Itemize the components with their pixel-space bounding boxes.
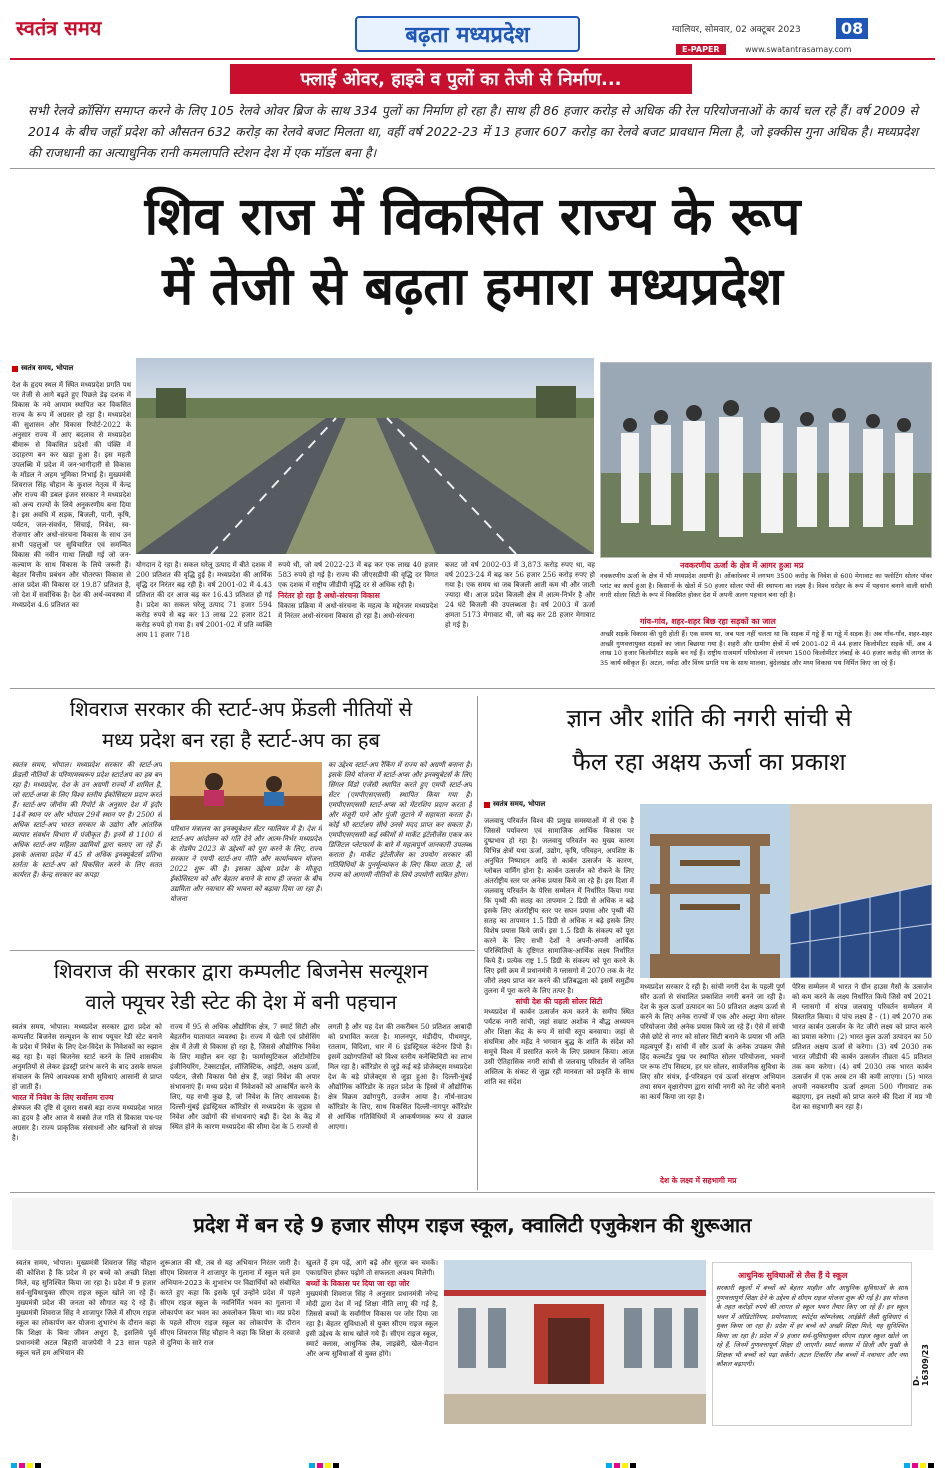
story3-col1: स्वतंत्र समय, भोपाल। मध्यप्रदेश सरकार द्वारा प्रदेश को कम्पलीट बिजनेस सल्यूशन के साथ फ्यूचर रेडी स्टेट बनाने के प्रदेश में निवेश के लिए देश-विदेश के निवेशकों का रुझान बढ़ रहा है। यहां बिजनेस स्टार्ट करने के लिये शासकीय अनुमतियों से लेकर इंडस्ट्री प्रारंभ करने के बाद उसके सफल संचालन के लिये आवश्यक सभी सुविधाएं आसानी से प्राप्त हो जाती हैं। भारत में निवेश के लिए सर्वोत्तम राज्य क्षेत्रफल की दृष्टि से दूसरा सबसे बड़ा राज्य मध्यप्रदेश भारत का हृदय है और आज ये सबसे तेज गति से विकास पथ-पर अग्रसर है। राज्य प्राकृतिक संसाधनों और खनिजों से संपन्न है। — [12, 1023, 162, 1142]
dateline: ग्वालियर, सोमवार, 02 अक्टूबर 2023 — [672, 25, 801, 35]
story3-headline: शिवराज की सरकार द्वारा कम्पलीट बिजनेस सल्यूशन वाले फ्यूचर रेडी स्टेट की देश में बनी पहचान — [53, 959, 429, 1014]
story4-headline: ज्ञान और शांति की नगरी सांची से फैल रहा अक्षय ऊर्जा का प्रकाश — [566, 704, 852, 776]
story1-side-para2: अच्छी सड़कें विकास की धुरी होती हैं। एक समय था, जब पता नहीं चलता था कि सड़क में गड्ढे हैं या गड्ढे में सड़क है। अब गाँव-गाँव, शहर-शहर अच्छी गुणवत्तायुक्त सड़कों का जाल बिछाया गया है। शहरी और ग्रामीण क्षेत्रों में वर्ष 2001-02 में 44 हजार किलोमीटर सड़कें थीं, अब 4 लाख 10 हजार किलोमीटर सड़कें बन गईं हैं। राष्ट्रीय राजमार्ग परियोजना में लगभग 1500 किलोमीटर लंबाई के 40 हजार करोड़ की लागत के 35 कार्य स्वीकृत हैं। अटल, नर्मदा और विंध्य प्रगति पथ के साथ मालवा, बुंदेलखंड और मध्य विकास पथ निर्मित किए जा रहे हैं। — [600, 630, 932, 667]
footer-code: D-16309/23 — [912, 1344, 930, 1386]
section-title: बढ़ता मध्यप्रदेश — [405, 23, 530, 48]
story1-byline: स्वतंत्र समय, भोपाल — [12, 364, 73, 373]
rule-story2-story3 — [10, 950, 475, 951]
story5-headline: प्रदेश में बन रहे 9 हजार सीएम राइज स्कूल, क्वालिटी एजुकेशन की शुरूआत — [193, 1212, 752, 1237]
epaper-label: E-PAPER — [676, 44, 726, 55]
story2-headline: शिवराज सरकार की स्टार्ट-अप फ्रेंडली नीतियों से मध्य प्रदेश बन रहा है स्टार्ट-अप का हब — [69, 697, 413, 752]
group-photo — [600, 362, 932, 558]
story1-side-para1: नवकरणीय ऊर्जा के क्षेत्र में भी मध्यप्रदेश अग्रणी है। ओंकारेश्वर में लगभग 3500 करोड़ के निवेश से 600 मेगावाट का फ्लोटिंग सोलर पॉवर प्लांट का कार्य हुआ है। किसानों के खेतों में 50 हजार सोलर पंपों की स्थापना का लक्ष्य है। विश्व धरोहर के रूप में पहचान बनाने वाली सांची नगरी सोलर सिटी के रूप में विकसित होकर देश में अपनी अलग पहचान बना रही है। — [600, 572, 932, 599]
story1-col1: देश के हृदय स्थल में स्थित मध्यप्रदेश प्रगति पथ पर तेजी से आगे बढ़ते हुए पिछले डेढ़ दशक में विकास के नये आयाम स्थापित कर विकसित राज्य के रूप में अग्रसर हो रहा है। मध्यप्रदेश की सुशासन और विकास रिपोर्ट-2022 के अनुसार राज्य में आए बदलाव से मध्यप्रदेश बीमारू से विकसित प्रदेशों की पंक्ति में उदाहरण बन कर खड़ा हुआ है। इस महती उपलब्धि में प्रदेश में जन-भागीदारी से विकास के मॉडल ने अहम भूमिका निभाई है। मुख्यमंत्री शिवराज सिंह चौहान के कुशल नेतृत्व में केन्द्र और राज्य की डबल इंजन सरकार ने मध्यप्रदेश को अन्य राज्यों के लिये अनुकरणीय बना दिया है। इस अवधि में सड़क, बिजली, पानी, कृषि, पर्यटन, जल-संवर्धन, सिंचाई, निवेश, स्व-रोजगार और अधो-संरचना विकास के साथ उन सभी पहलुओं पर सुविचारित एवं समन्वित विकास की नवीन गाथा लिखी गई जो जन-कल्याण के साथ विकास के लिये जरूरी हैं। बेहतर वित्तीय प्रबंधन और चौतरफा विकास से आज प्रदेश की विकास दर 19.87 प्रतिशत है, जो देश में सर्वाधिक है। देश की अर्थ-व्यवस्था में मध्यप्रदेश 4.6 प्रतिशत का — [12, 381, 131, 609]
intro-paragraph: सभी रेलवे क्रॉसिंग समाप्त करने के लिए 105 रेलवे ओवर ब्रिज के साथ 334 पुलों का निर्माण हो रहा है। साथ ही 86 हजार करोड़ से अधिक की रेल परियोजनाओं के कार्य चल रहे हैं। वर्ष 2009 से 2014 के बीच जहाँ प्रदेश को औसतन 632 करोड़ का रेलवे बजट मिलता था, वहीं वर्ष 2022-23 में 13 हजार 607 करोड़ का रेलवे बजट प्रावधान मिला है, जो इक्कीस गुना अधिक है। मध्यप्रदेश की राजधानी का अत्याधुनिक रानी कमलापति स्टेशन देश में एक मॉडल बना है। — [28, 103, 918, 160]
story1-col4: बजट जो वर्ष 2002-03 में 3,873 करोड़ रुपए था, वह वर्ष 2023-24 में बढ़ कर 56 हजार 256 करोड़ रुपए हो गया है। एक समय था जब बिजली आती कम थी और जाती ज्यादा थी। आज प्रदेश बिजली क्षेत्र में आत्म-निर्भर है और 24 घंटे बिजली की उपलब्धता है। वर्ष 2003 में ऊर्जा क्षमता 5173 मेगावाट थी, जो बढ़ कर 28 हजार मेगावाट हो गई है। — [445, 561, 595, 629]
registration-marks — [10, 1454, 935, 1468]
story4-col3: पेरिस सम्मेलन में भारत ने ग्रीन हाउस गैसों के उत्सर्जन को कम करने के लक्ष्य निर्धारित किये जिसे वर्ष 2021 में ग्लासगो में संपन्न जलवायु परिवर्तन सम्मेलन में विस्तारित किया। ये पांच लक्ष्य है - (1) वर्ष 2070 तक भारत कार्बन उत्सर्जन के नेट जीरो लक्ष्य को प्राप्त करने का प्रयास करेगा। (2) भारत कुल ऊर्जा उत्पादन का 50 प्रतिशत अक्षय ऊर्जा से करेगा। (3) वर्ष 2030 तक भारत जीडीपी की कार्बन उत्सर्जन तीव्रता 45 प्रतिशत तक कम करेगा। (4) वर्ष 2030 तक भारत कार्बन उत्सर्जन में एक अरब टन की कमी लाएगा। (5) भारत अपनी नवकरणीय ऊर्जा क्षमता 500 गीगावाट तक बढ़ाएगा, इन लक्ष्यों को प्राप्त करने की दिशा में मप्र भी देश का सहभागी बन रहा है। — [792, 983, 932, 1111]
story3-col1-subhead: भारत में निवेश के लिए सर्वोत्तम राज्य — [12, 1093, 114, 1102]
intro-rule — [10, 168, 935, 169]
story1-col3: रुपये थी, जो वर्ष 2022-23 में बढ़ कर एक लाख 40 हजार 583 रुपये हो गई है। राज्य की जीएसडीपी की वृद्धि दर विगत एक दशक में राष्ट्रीय जीडीपी वृद्धि दर से अधिक रही है। निरंतर हो रहा है अधो-संरचना विकास विकास प्रक्रिया में अधो-संरचना के महत्व के मद्देनजर मध्यप्रदेश में निरंतर अधो-संरचना विकास हो रहा है। अधो-संरचना — [278, 561, 438, 620]
startup-photo — [170, 762, 322, 820]
road-photo — [136, 358, 594, 554]
column-divider — [477, 696, 478, 1190]
story4-col2-subhead: देश के लक्ष्य में सहभागी मप्र — [660, 1176, 737, 1185]
story2-col3: का उद्देश्य स्टार्ट-अप रैंकिंग में राज्य को अग्रणी बनाना है। इसके लिये योजना में स्टार्ट-अप्स और इनक्यूबेटर्स के लिए सिंगल विंडो एजेंसी स्थापित करते हुए एमपी स्टार्ट-अप सेंटर (एमपीएसएससी) स्थापित किया गया है। एमपीएसएससी स्टार्ट-अप्स को मेंटरशिप प्रदान करता है और मंजूरी पाने और पूंजी जुटाने में सहायता करता है। कोई भी स्टार्टअप सीधे उनसे मदद प्राप्त कर सकता है। एमपीएसएससी कई स्कीमों से मार्केट इंटेलीजेंस एकत्र कर डिजिटल प्लेटफार्म के बारे में महत्वपूर्ण जानकारी उपलब्ध कराता है। मार्केट इंटेलीजेंस का उपयोग सरकार की गतिविधियों के पुनर्मूल्यांकन के लिए किया जाता है, जो राज्य को आगामी नीतियों के लिये उपयोगी साबित होगा। — [328, 761, 472, 879]
masthead — [0, 0, 945, 62]
story5-col3: खुलते हैं हम पढ़ें, आगे बढ़ें और सूरज बन चमकें। एकाग्रचित्त होकर पढ़ोगे तो सफलता अवश्य मिलेगी। बच्चों के विकास पर दिया जा रहा जोर मुख्यमंत्री शिवराज सिंह ने अनुसार प्रधानमंत्री नरेन्द्र मोदी द्वारा देश में नई शिक्षा नीति लागू की गई है, जिससे बच्चों के सर्वांगीण विकास पर जोर दिया जा रहा है। बेहतर सुविधाओं से युक्त सीएम राइज स्कूल इसी उद्देश्य के साथ खोले गये हैं। सीएम राइज स्कूल, स्मार्ट क्लास, आधुनिक लैब, लाइब्रेरी, खेल-मैदान और अन्य सुविधाओं से युक्त होंगे। — [306, 1259, 438, 1358]
story5-col1: स्वतंत्र समय, भोपाल। मुख्यमंत्री शिवराज सिंह चौहान की कोशिश है कि प्रदेश में हर बच्चे को अच्छी शिक्षा मिले, यह सुनिश्चित किया जा रहा है। प्रदेश में 9 हजार सर्व-सुविधायुक्त सीएम राइज स्कूल खोले जा रहे हैं। मुख्यमंत्री प्रदेश की जनता को सौगात यह दे रहे हैं। मुख्यमंत्री शिवराज सिंह ने शाजापुर जिले में सीएम राइज स्कूल का लोकार्पण कर योजना शुभारंभ के दौरान कहा कि शिक्षा के बिना जीवन अधूरा है, इसलिये पूर्व प्रधानमंत्री अटल बिहारी वाजपेयी ने 23 साल पहले स्कूल चलें हम अभियान की — [16, 1259, 156, 1357]
story5-side-text: सरकारी स्कूलों में बच्चों को बेहतर माहौल और आधुनिक सुविधाओं के साथ गुणवत्तापूर्ण शिक्षा देने के उद्देश्य से सीएम राइज योजना शुरू की गई है। इस योजना के तहत करोड़ों रुपये की लागत से स्कूल भवन तैयार किए जा रहे हैं। इन स्कूल भवन में ऑडिटोरियम, प्रयोगशाला, स्पोर्ट्स कॉम्प्लेक्स, लाईब्रेरी जैसी सुविधाएं से युक्त किया जा रहा है। प्रदेश में हर बच्चे को अच्छी शिक्षा मिले, यह सुनिश्चित किया जा रहा है। प्रदेश में 9 हजार सर्व-सुविधायुक्त सीएम राइज स्कूल खोले जा रहे हैं, जिनमें गुणवत्तापूर्ण शिक्षा दी जाएगी। स्मार्ट क्लास में डिजी और मुखी के शिक्षक भी बच्चों को पढ़ा सकेंगे। अटल टिंकरिंग लैब बच्चों में नवाचार और नया कौशल बढ़ाएगी। — [716, 1284, 908, 1368]
page-number: 08 — [836, 18, 868, 39]
story5-headline-box — [12, 1198, 933, 1250]
main-headline-line1: शिव राज में विकसित राज्य के रूप — [144, 187, 801, 247]
sanchi-solar-photo — [640, 804, 932, 978]
masthead-underline — [10, 58, 935, 60]
story4-byline: स्वतंत्र समय, भोपाल — [484, 800, 545, 809]
rule-after-story1 — [10, 688, 935, 689]
story2-col1: स्वतंत्र समय, भोपाल। मध्यप्रदेश सरकार की स्टार्ट-अप फ्रेंडली नीतियों के परिणामस्वरूप प्रदेश स्टार्टअप का हब बन रहा है। मध्यप्रदेश, देश के उन अग्रणी राज्यों में शामिल है, जो स्टार्ट-अप्स के लिए विश्व स्तरीय ईकोसिस्टम प्रदान करते हैं। स्टार्ट-अप जीनोम की रिपोर्ट के अनुसार देश में इंदौर 14वें स्थान पर और भोपाल 29वें स्थान पर है। 2500 से अधिक स्टार्ट-अप भारत सरकार के उद्योग और आंतरिक व्यापार संवर्धन विभाग में पंजीकृत हैं। इनमें से 1100 से अधिक स्टार्ट-अप महिला उद्यमियों द्वारा चलाए जा रहे हैं। इसके अलावा प्रदेश में 45 से अधिक इनक्यूबेटर्स प्रतिभा स्तर्रता के स्टार्ट-अप को विकसित करने के लिए सतत कार्यरत हैं। केन्द्र सरकार का कपड़ा — [12, 761, 162, 879]
main-headline-line2: में तेजी से बढ़ता हमारा मध्यप्रदेश — [162, 257, 783, 317]
website-link[interactable]: www.swatantrasamay.com — [745, 45, 852, 54]
school-photo — [444, 1260, 706, 1424]
story1-col2: योगदान दे रहा है। सकल घरेलू उत्पाद में बीते दशक में 200 प्रतिशत की वृद्धि हुई है। मध्यप्रदेश की आर्थिक वृद्धि दर निरंतर बढ़ रही है। वर्ष 2001-02 में 4.43 प्रतिशत की दर आज बढ़ कर 16.43 प्रतिशत हो गई है। प्रदेश का सकल घरेलू उत्पाद 71 हजार 594 करोड़ रुपये से बढ़ कर 13 लाख 22 हजार 821 करोड़ रुपये हो गया है। वर्ष 2001-02 में प्रति व्यक्ति आय 11 हजार 718 — [136, 561, 272, 639]
story1-side-subhead: गांव-गांव, शहर-शहर बिछ रहा सड़कों का जाल — [640, 617, 776, 626]
section-title-box — [355, 16, 580, 52]
story5-col2: शुरूआत की थी, तब से यह अभियान निरंतर जारी है। सीएम शिवराज ने शाजापुर के गुलाना में स्कूल चलें हम अभियान-2023 के शुभारंभ पर विद्यार्थियों को संबोधित करते हुए कहा कि इसके पूर्व उन्होंने प्रदेश में पहले सीएम राइज स्कूल के नवनिर्मित भवन का गुलाना में लोकार्पण कर भवन का अवलोकन किया था। मप्र प्रदेश के पहले सीएम राइज स्कूल का लोकार्पण के दौरान सीएम शिवराज सिंह चौहान ने कहा कि शिक्षा के दरवाजे से दुनिया के सारे राज — [160, 1259, 300, 1347]
banner-text: फ्लाई ओवर, हाइवे व पुलों का तेजी से निर्माण... — [300, 69, 622, 90]
story1-col3-subhead: निरंतर हो रहा है अधो-संरचना विकास — [278, 591, 380, 600]
story3-col2: राज्य में 95 से अधिक औद्योगिक क्षेत्र, 7 स्मार्ट सिटी और बेहतरीन यातायात व्यवस्था है। राज्य में खेती एवं प्रोसेसिंग क्षेत्र में तेजी से विकास हो रहा है, जिससे औद्योगिक निवेश के लिए माहौल बन रहा है। फार्मास्युटिकल ऑटोमोटिव इंजीनियरिंग, टेक्सटाईल, लॉजिस्टिक, आईटी, अक्षय ऊर्जा, पर्यटन, जैसी विकास पैसे क्षेत्र हैं, जहां निवेश की अपार संभावनाएं हैं। मध्य प्रदेश में निवेशकों को आकर्षित करने के लिए, यह सभी कुछ है, जो निवेश के लिए आवश्यक है। दिल्ली-मुंबई इंडस्ट्रियल कॉरिडोर से मध्यप्रदेश के जुड़ाव से निवेश और उद्योगों की संभावनाएं बढ़ी हैं। देश के केंद्र में स्थित होने के कारण मध्यप्रदेश की सीमा देश के 5 राज्यों से — [170, 1023, 320, 1131]
story5-side-subhead: आधुनिक सुविधाओं से लैस हैं ये स्कूल — [738, 1271, 848, 1280]
story4-col1-subhead: सांची देश की पहली सोलर सिटी — [515, 997, 603, 1006]
group-photo-caption: नवकरणीय ऊर्जा के क्षेत्र में आगर हुआ मप्र — [680, 561, 804, 570]
rule-before-story5 — [10, 1192, 935, 1193]
banner — [230, 64, 692, 94]
story5-col3-subhead: बच्चों के विकास पर दिया जा रहा जोर — [306, 1279, 410, 1288]
story3-col3: लगती है और यह देश की तकरीबन 50 प्रतिशत आबादी को प्रभावित करता है। मालनपुर, मंडीदीप, पीथमपुर, रतलाम, विदिशा, धार में 6 इंडस्ट्रियल कंटेनर डिपो है। इसमें उद्योगपतियों को विश्व स्तरीय कनेक्टिविटी का लाभ मिल रहा है। कॉरिडोर से जुड़े कई बड़े प्रोजेक्ट्स मध्यप्रदेश देश के बड़े प्रोजेक्ट्स से जुड़ा हुआ है। दिल्ली-मुंबई औद्योगिक कॉरिडोर के तहत प्रदेश के हिस्से में औद्योगिक क्षेत्र विक्रम उद्योगपुरी, उज्जैन आया है। नॉर्थ-साउथ कॉरिडोर के लिए, साथ विकसित दिल्ली-नागपुर कॉरिडोर से आर्थिक गतिविधियों में आकर्षणमक रूप से उछाल आएगा। — [328, 1023, 472, 1131]
masthead-logo: स्वतंत्र समय — [16, 16, 102, 40]
story4-col2: मध्यप्रदेश सरकार दे रही है। सांची नगरी देश के पहली पूर्ण सौर ऊर्जा से संचालित प्रकाशित नगरी बनने जा रही है। देश के कुल ऊर्जा उत्पादन का 50 प्रतिशत अक्षय ऊर्जा से करने के लिए अनेक राज्यों में एक और अल्ट्रा मेगा सोलर परियोजना जैसे अनेक प्रयास किये जा रहे हैं। ऐसे में सांची जैसे छोटे से नगर को सोलर सिटी बनाने के प्रयास भी अति महत्वपूर्ण हैं। सांची में सौर ऊर्जा के अनेक उपक्रम जैसे हिंद कल्वर्टेड पुख पर स्थापित सोलर परियोजना, भवनों पर रूफ टॉप सिस्टम, हर घर सोलर, सार्वजनिक सुविधा के लिए सौर संयंत्र, ई-परिवहन एवं ऊर्जा संरक्षण अभियान तथा सघन वृक्षारोपण द्वारा सांची नगरी को नेट जीरो बनाने का कार्य किया जा रहा है। — [640, 983, 785, 1101]
main-headline — [0, 182, 945, 322]
story2-col2: परिधान मंत्रालय का इनक्यूबेशन सेंटर ग्वालियर में है। देश में स्टार्ट-अप आंदोलन को गति देने और आत्म-निर्भर मध्यप्रदेश के रोडमैप 2023 के उद्देश्यों को पूरा करने के लिए, राज्य सरकार ने एमपी स्टार्ट-अप नीति और कार्यान्वयन योजना 2022 शुरू की है। इसका उद्देश्य प्रदेश के मौजूदा ईकोसिस्टम को और बेहतर बनाने के साथ ही जनता के बीच उद्यमिता और नवाचार की भावना को बढ़ावा दिया जा रहा है। योजना — [170, 825, 322, 903]
story4-col1: जलवायु परिवर्तन विश्व की प्रमुख समस्याओं में से एक है जिससे पर्यावरण एवं सामाजिक आर्थिक विकास पर दुष्प्रभाव हो रहा है। जलवायु परिवर्तन का मुख्य कारण विभिन्न क्षेत्रों यथा ऊर्जा, उद्योग, कृषि, परिवहन, अपशिष्ट के अनुचित निष्पादन आदि से कार्बन उत्सर्जन के कारण, ग्लोबल वार्मिंग होना है। कार्बन उत्सर्जन को रोकने के लिए अंतर्राष्ट्रीय स्तर पर अनेक प्रयास किये जा रहे हैं। इस दिशा में जलवायु परिवर्तन के पेरिस सम्मेलन में निर्धारित किया गया कि पृथ्वी की सतह का तापमान 2 डिग्री से अधिक न बढ़े इसके लिए अंतर्राष्ट्रीय स्तर पर सघन प्रयास और पृथ्वी की सतह का तापमान 1.5 डिग्री से अधिक न बढ़े इसके लिए विशेष प्रयास किये जायें। इस 1.5 डिग्री के संकल्प को पूरा करने के लिए सभी देशों ने अपनी-अपनी आर्थिक परिस्थितियों के दृष्टिगत सामाजिक-आर्थिक लक्ष्य निर्धारित किये हैं। प्रत्येक राष्ट्र 1.5 डिग्री के संकल्प को पूरा करने के लिए इसी क्रम में प्रधानमंत्री ने ग्लासगो में 2070 तक के नेट जीरो लक्ष्य प्राप्त कर करने की प्रतिबद्धता को इसमें समुद्रीय तुलना में पूरा करने के लिए तत्पर है। सांची देश की पहली सोलर सिटी मध्यप्रदेश में कार्बन उत्सर्जन कम करने के समीप स्थित पर्यटक नगरी सांची, जहां सम्राट अशोक ने बौद्ध अध्ययन और शिक्षा केंद्र के रूप में सांची स्तूप बनवाया। जहां से संघमित्रा और महेंद्र ने भगवान बुद्ध के शांति के संदेश को समूचे विश्व में प्रसारित करने के लिए प्रस्थान किया। आज उसी ऐतिहासिक नगरी सांची से जलवायु परिवर्तन से जनित अस्तित्व के संकट से जुझ रही मानवता को प्रकृति के साथ शांति का संदेश — [484, 817, 634, 1086]
